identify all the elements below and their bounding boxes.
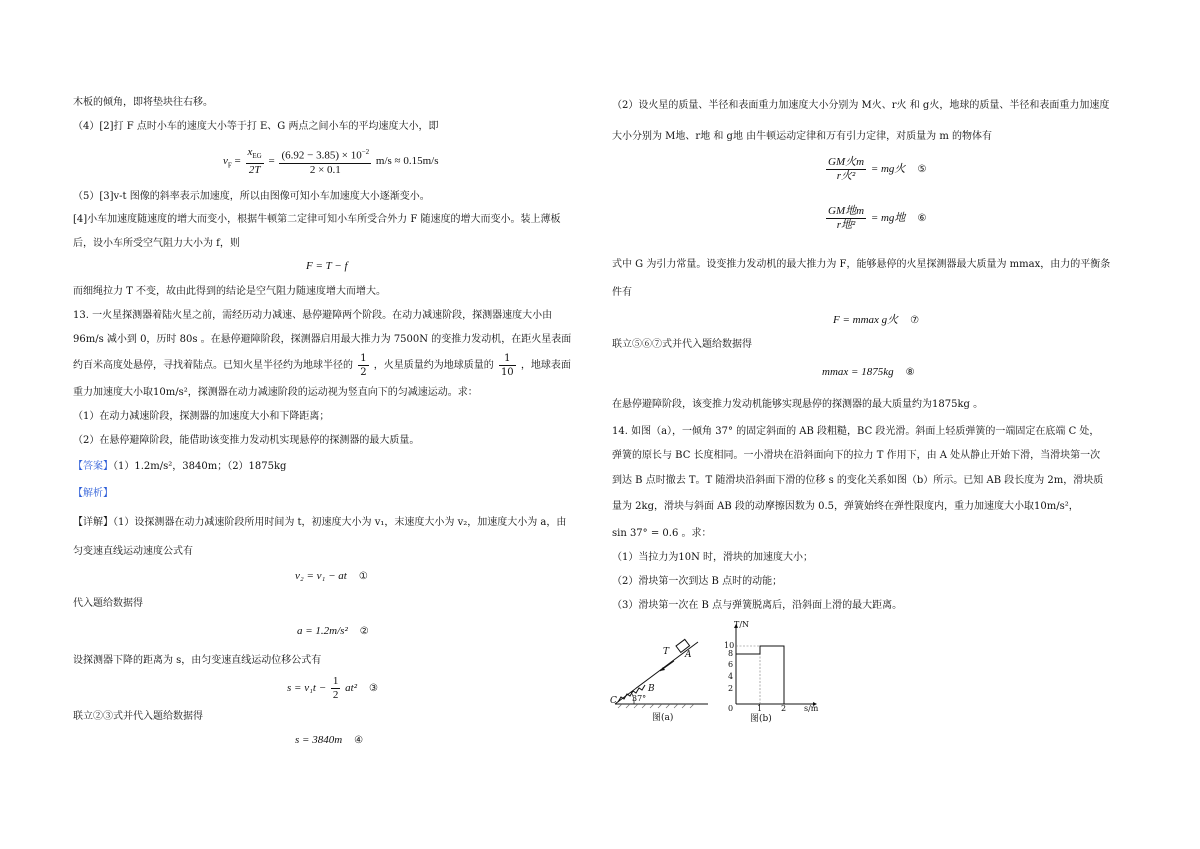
answer-tag: 【答案】 [73,461,113,472]
text-line: 式中 G 为引力常量。设变推力发动机的最大推力为 F，能够悬停的火星探测器最大质量为 mmax，由力的平衡条 [612,259,1111,270]
text-line: 设探测器下降的距离为 s，由匀变速直线运动位移公式有 [73,655,322,666]
text-line: 在悬停避障阶段，该变推力发动机能够实现悬停的探测器的最大质量约为1875kg 。 [612,399,984,410]
text-line: 13. 一火星探测器着陆火星之前，需经历动力减速、悬停避障两个阶段。在动力减速阶段，探测器速度大小由 [73,310,553,321]
text-line: 【详解】（1）设探测器在动力减速阶段所用时间为 t，初速度大小为 v₁，末速度大小为 v₂，加速度大小为 a，由 [73,517,567,528]
text-line: （2）在悬停避障阶段，能借助该变推力发动机实现悬停的探测器的最大质量。 [73,435,420,446]
equation: s = 3840m ④ [295,734,364,746]
text-line: 联立②③式并代入题给数据得 [73,711,203,722]
text-line: 14. 如图（a），一倾角 37° 的固定斜面的 AB 段粗糙，BC 段光滑。斜面上轻质弹簧的一端固定在底端 C 处， [612,426,1100,437]
equation: $\frac{\text{GM地m}}{\text{r地²}}$ = mg地 ⑥ [828,205,927,231]
fraction: $\frac{\text{GM地m}}{\text{r地²}}$ [828,205,865,231]
analysis-tag: 【解析】 [73,488,113,499]
fraction: $\frac{1}{2}$ [332,675,339,701]
text-line: （4）[2]打 F 点时小车的速度大小等于打 E、G 两点之间小车的平均速度大小，即 [73,121,439,132]
fraction: $\frac{1}{10}$ [500,353,514,378]
text-line: 量为 2kg，滑块与斜面 AB 段的动摩擦因数为 0.5，弹簧始终在弹性限度内，重力加速度大小取10m/s²， [612,501,1079,512]
figure-a-caption: 图(a) [652,713,674,723]
fraction: $\frac{1}{2}$ [360,353,367,378]
fraction: $\frac{x_{EG}}{2T}$ [247,146,262,177]
equation: v₂ = v₁ − at ① [295,570,368,582]
text-line-fractions: 约百米高度处悬停，寻找着陆点。已知火星半径约为地球半径的 $\frac{1}{2}$ ，火星质量约为地球质量的 $\frac{1}{10}$ ，地球表面 [73,353,571,378]
text-line: 木板的倾角，即将垫块往右移。 [73,97,213,108]
text-line: （2）设火星的质量、半径和表面重力加速度大小分别为 M火、r火 和 g火，地球的质量、半径和表面重力加速度 [612,100,1110,111]
equation: mmax = 1875kg ⑧ [822,366,915,378]
equation: F = T − f [306,260,348,272]
fraction: $\frac{(6.92 - 3.85) \times 10^{-2}}{2 \times 0.1}$ [281,148,370,176]
text-line: 弹簧的原长与 BC 长度相同。一小滑块在沿斜面向下的拉力 T 作用下，由 A 处从静止开始下滑，当滑块第一次 [612,450,1101,461]
text-line: 匀变速直线运动速度公式有 [73,546,193,557]
text-line: 联立⑤⑥⑦式并代入题给数据得 [612,339,752,350]
text-line: （3）滑块第一次在 B 点与弹簧脱离后，沿斜面上滑的最大距离。 [612,600,903,611]
text-line: （5）[3]v-t 图像的斜率表示加速度，所以由图像可知小车加速度大小逐渐变小。 [73,191,430,202]
text-line: （1）在动力减速阶段，探测器的加速度大小和下降距离； [73,411,330,422]
text-line: 件有 [612,287,632,298]
text-line: 代入题给数据得 [73,598,143,609]
text-line: 96m/s 减小到 0，历时 80s 。在悬停避障阶段，探测器启用最大推力为 7500N 的变推力发动机，在距火星表面 [73,334,572,345]
equation: a = 1.2m/s² ② [297,625,369,637]
text-line: [4]小车加速度随速度的增大而变小，根据牛顿第二定律可知小车所受合外力 F 随速度的增大而变小。装上薄板 [73,214,561,225]
equation: $\frac{\text{GM火m}}{\text{r火²}}$ = mg火 ⑤ [828,156,927,182]
text-line: 重力加速度大小取10m/s²，探测器在动力减速阶段的运动视为竖直向下的匀减速运动。求： [73,387,478,398]
equation: s = v₁t − $\frac{1}{2}$ at² ③ [287,675,378,701]
text-line: （2）滑块第一次到达 B 点时的动能； [612,576,783,587]
text-line: 大小分别为 M地、r地 和 g地 由牛顿运动定律和万有引力定律，对质量为 m 的物体有 [612,131,992,142]
equation-vf: $v_F$ = $\frac{x_{EG}}{2T}$ = $\frac{(6.92 - 3.85) \times 10^{-2}}{2 \times 0.1}$ m/s ≈ 0.15m/s [223,146,439,177]
text-line: （1）当拉力为10N 时，滑块的加速度大小； [612,552,814,563]
figure-b-caption: 图(b) [750,714,772,724]
equation: F = mmax g火 ⑦ [833,314,920,326]
text-line: 到达 B 点时撤去 T。T 随滑块沿斜面下滑的位移 s 的变化关系如图（b）所示。已知 AB 段长度为 2m，滑块质 [612,475,1104,486]
answer-line: 【答案】（1）1.2m/s²，3840m；（2）1875kg [73,461,287,472]
text-line: 后，设小车所受空气阻力大小为 f，则 [73,238,240,249]
text-line: 而细绳拉力 T 不变，故由此得到的结论是空气阻力随速度增大而增大。 [73,286,387,297]
figure-a-incline: T A B C 37° 图(a) [612,628,712,724]
figure-b-graph: T/N 10 8 6 4 2 0 1 2 s/m 图(b) [724,620,824,724]
fraction: $\frac{\text{GM火m}}{\text{r火²}}$ [828,156,865,182]
text-line: sin 37° = 0.6 。求： [612,528,712,539]
